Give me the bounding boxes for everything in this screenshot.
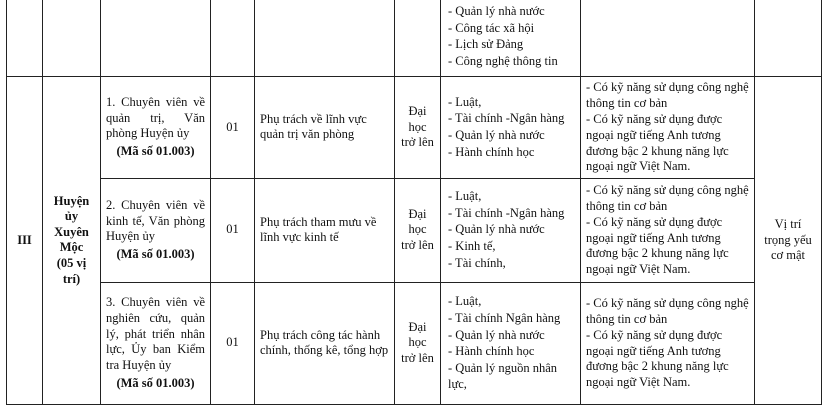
other-requirements-cell: - Có kỹ năng sử dụng công nghệ thông tin cơ bản - Có kỹ năng sử dụng được ngoại ngữ tiếng Anh tương đương bậc 2 khung năng lực ngoại ngữ Việt Nam.	[581, 282, 755, 404]
table-row	[7, 77, 822, 179]
recruitment-table	[6, 0, 822, 405]
major-item: - Lịch sử Đảng	[448, 37, 524, 52]
table-row	[7, 282, 822, 404]
table-row-top	[7, 0, 822, 77]
quantity-cell: 01	[211, 282, 255, 404]
position-code: (Mã số 01.003)	[116, 246, 195, 261]
cell-empty	[395, 0, 441, 77]
table-row	[7, 178, 822, 282]
majors-cell: - Luật, - Tài chính -Ngân hàng - Quản lý nhà nước - Kinh tế, - Tài chính,	[441, 178, 581, 282]
level-cell: Đại học trở lên	[395, 77, 441, 179]
other-requirements-cell: - Có kỹ năng sử dụng công nghệ thông tin cơ bản - Có kỹ năng sử dụng được ngoại ngữ tiếng Anh tương đương bậc 2 khung năng lực ngoại ngữ Việt Nam.	[581, 178, 755, 282]
cell-empty	[755, 0, 822, 77]
cell-empty	[7, 0, 43, 77]
major-item: - Công nghệ thông tin	[448, 53, 558, 68]
duty-cell: Phụ trách công tác hành chính, thống kê, tổng hợp	[255, 282, 395, 404]
cell-empty	[581, 0, 755, 77]
section-number: III	[7, 77, 43, 405]
top-majors-cell	[441, 0, 581, 77]
cell-empty	[211, 0, 255, 77]
quantity-cell: 01	[211, 178, 255, 282]
major-item: - Công tác xã hội	[448, 20, 535, 35]
cell-empty	[101, 0, 211, 77]
position-code: (Mã số 01.003)	[116, 144, 195, 158]
position-cell: 3. Chuyên viên về nghiên cứu, quản lý, phát triển nhân lực, Ủy ban Kiểm tra Huyện ủy (Mã số 01.003)	[101, 282, 211, 404]
cell-empty	[255, 0, 395, 77]
majors-cell: - Luật, - Tài chính -Ngân hàng - Quản lý nhà nước - Hành chính học	[441, 77, 581, 179]
note-cell: Vị trí trọng yếu cơ mật	[755, 77, 822, 405]
major-item: - Quản lý nhà nước	[448, 4, 545, 18]
position-cell: 1. Chuyên viên về quản trị, Văn phòng Huyện ủy (Mã số 01.003)	[101, 77, 211, 179]
other-requirements-cell: - Có kỹ năng sử dụng công nghệ thông tin cơ bản - Có kỹ năng sử dụng được ngoại ngữ tiếng Anh tương đương bậc 2 khung năng lực ngoại ngữ Việt Nam.	[581, 77, 755, 179]
position-code: (Mã số 01.003)	[116, 375, 195, 390]
quantity-cell: 01	[211, 77, 255, 179]
duty-cell: Phụ trách về lĩnh vực quản trị văn phòng	[255, 77, 395, 179]
cell-empty	[43, 0, 101, 77]
level-cell: Đại học trở lên	[395, 178, 441, 282]
section-unit: Huyện ủy Xuyên Mộc (05 vị trí)	[43, 77, 101, 405]
position-cell: 2. Chuyên viên về kinh tế, Văn phòng Huyện ủy (Mã số 01.003)	[101, 178, 211, 282]
duty-cell: Phụ trách tham mưu về lĩnh vực kinh tế	[255, 178, 395, 282]
level-cell: Đại học trở lên	[395, 282, 441, 404]
majors-cell: - Luật, - Tài chính Ngân hàng - Quản lý nhà nước - Hành chính học - Quản lý nguồn nhân lực,	[441, 282, 581, 404]
